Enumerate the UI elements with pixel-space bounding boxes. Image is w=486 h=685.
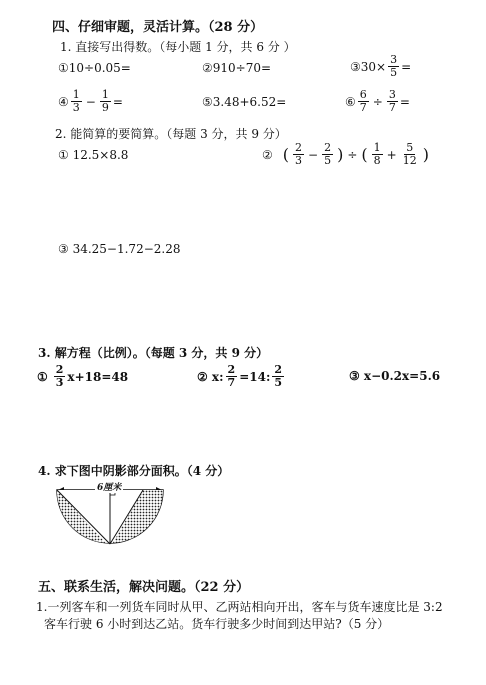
simplify-q1-text: ① 12.5×8.8 bbox=[58, 148, 129, 162]
dimension-label: 6厘米 bbox=[95, 480, 123, 493]
simplify-q2 bbox=[262, 142, 431, 167]
calc-item-4-fraction-a bbox=[71, 89, 82, 114]
calc-item-5-text: ⑤3.48+6.52= bbox=[202, 95, 287, 109]
calc-item-6-fraction-a bbox=[358, 89, 369, 114]
calc-item-4-suffix: = bbox=[112, 94, 123, 109]
fraction-numerator: 2 bbox=[324, 141, 332, 154]
problem-1-line-1: 1.一列客车和一列货车同时从甲、乙两站相向开出，客车与货车速度比是 3:2 bbox=[36, 600, 443, 614]
equation-q2-fraction-b bbox=[272, 364, 284, 389]
calc-item-6-suffix: = bbox=[399, 94, 410, 109]
fraction-numerator: 3 bbox=[390, 53, 398, 66]
simplify-q2-op2: + bbox=[386, 147, 397, 162]
calc-item-2 bbox=[202, 61, 271, 75]
calc-item-5 bbox=[202, 95, 286, 109]
fraction-numerator: 1 bbox=[72, 88, 80, 101]
fraction-numerator: 1 bbox=[373, 141, 381, 154]
part-4-title: 4. 求下图中阴影部分面积。（4 分） bbox=[38, 464, 230, 478]
simplify-q3-text: ③ 34.25−1.72−2.28 bbox=[58, 242, 181, 256]
part-1-title: 1. 直接写出得数。（每小题 1 分，共 6 分 ） bbox=[60, 40, 296, 54]
simplify-q2-op1: − bbox=[308, 147, 319, 162]
fraction-numerator: 3 bbox=[388, 88, 396, 101]
equation-q3 bbox=[349, 369, 440, 383]
calc-item-6 bbox=[345, 89, 410, 114]
left-paren: ( bbox=[361, 145, 368, 164]
calc-item-4-operator: − bbox=[85, 94, 96, 109]
fraction-numerator: 2 bbox=[55, 363, 64, 376]
fraction-denominator: 5 bbox=[390, 66, 398, 79]
calc-item-1-text: ①10÷0.05= bbox=[58, 61, 131, 75]
calc-item-4-fraction-b bbox=[100, 89, 111, 114]
part-3-title: 3. 解方程（比例）。（每题 3 分，共 9 分） bbox=[38, 346, 269, 360]
right-paren: ) bbox=[422, 145, 429, 164]
simplify-q2-frac3 bbox=[372, 142, 383, 167]
calc-item-1 bbox=[58, 61, 131, 75]
calc-item-6-prefix: ⑥ bbox=[345, 94, 356, 109]
section-4-title: 四、仔细审题，灵活计算。（28 分） bbox=[52, 20, 264, 35]
right-paren: ) bbox=[337, 145, 344, 164]
fraction-denominator: 3 bbox=[72, 101, 80, 114]
fraction-denominator: 7 bbox=[388, 101, 396, 114]
fraction-numerator: 2 bbox=[274, 363, 283, 376]
left-paren: ( bbox=[282, 145, 290, 164]
shaded-area-figure bbox=[55, 478, 175, 570]
equation-q2-fraction-a bbox=[226, 364, 238, 389]
simplify-q2-prefix: ② bbox=[262, 147, 273, 162]
calc-item-3-fraction bbox=[388, 54, 399, 79]
equation-q2-prefix: ② x: bbox=[197, 369, 224, 384]
fraction-numerator: 2 bbox=[227, 363, 236, 376]
calc-item-6-fraction-b bbox=[387, 89, 398, 114]
simplify-q2-frac4 bbox=[401, 142, 419, 167]
simplify-q1 bbox=[58, 148, 128, 162]
equation-q1-suffix: x+18=48 bbox=[67, 369, 129, 384]
fraction-denominator: 5 bbox=[274, 376, 283, 389]
part-2-title: 2. 能简算的要简算。（每题 3 分，共 9 分） bbox=[55, 127, 287, 141]
fraction-numerator: 2 bbox=[295, 141, 303, 154]
fraction-numerator: 5 bbox=[406, 141, 414, 154]
calc-item-4-prefix: ④ bbox=[58, 94, 69, 109]
problem-1-line-2: 客车行驶 6 小时到达乙站。货车行驶多少时间到达甲站?（5 分） bbox=[44, 617, 390, 631]
equation-q1-fraction bbox=[54, 364, 66, 389]
calc-item-6-operator: ÷ bbox=[372, 94, 383, 109]
equation-q2 bbox=[197, 364, 286, 389]
calc-item-4 bbox=[58, 89, 123, 114]
calc-item-3 bbox=[350, 54, 411, 79]
equation-q2-mid: =14: bbox=[239, 369, 271, 384]
simplify-q2-frac1 bbox=[293, 142, 304, 167]
fraction-denominator: 5 bbox=[324, 154, 332, 167]
calc-item-3-suffix: = bbox=[401, 59, 412, 74]
simplify-q3 bbox=[58, 242, 180, 256]
equation-q1 bbox=[37, 364, 128, 389]
simplify-q2-divide: ÷ bbox=[347, 147, 358, 162]
equation-q1-prefix: ① bbox=[37, 369, 48, 384]
calc-item-2-text: ②910÷70= bbox=[202, 61, 272, 75]
fraction-denominator: 9 bbox=[101, 101, 109, 114]
fraction-denominator: 3 bbox=[55, 376, 64, 389]
fraction-denominator: 8 bbox=[373, 154, 381, 167]
fraction-denominator: 12 bbox=[402, 154, 417, 167]
calc-item-3-prefix: ③30× bbox=[350, 59, 387, 74]
fraction-numerator: 1 bbox=[101, 88, 109, 101]
fraction-numerator: 6 bbox=[359, 88, 367, 101]
equation-q3-text: ③ x−0.2x=5.6 bbox=[349, 369, 441, 383]
simplify-q2-frac2 bbox=[322, 142, 333, 167]
fraction-denominator: 7 bbox=[359, 101, 367, 114]
fraction-denominator: 7 bbox=[227, 376, 236, 389]
section-5-title: 五、联系生活，解决问题。（22 分） bbox=[38, 580, 250, 595]
fraction-denominator: 3 bbox=[295, 154, 303, 167]
